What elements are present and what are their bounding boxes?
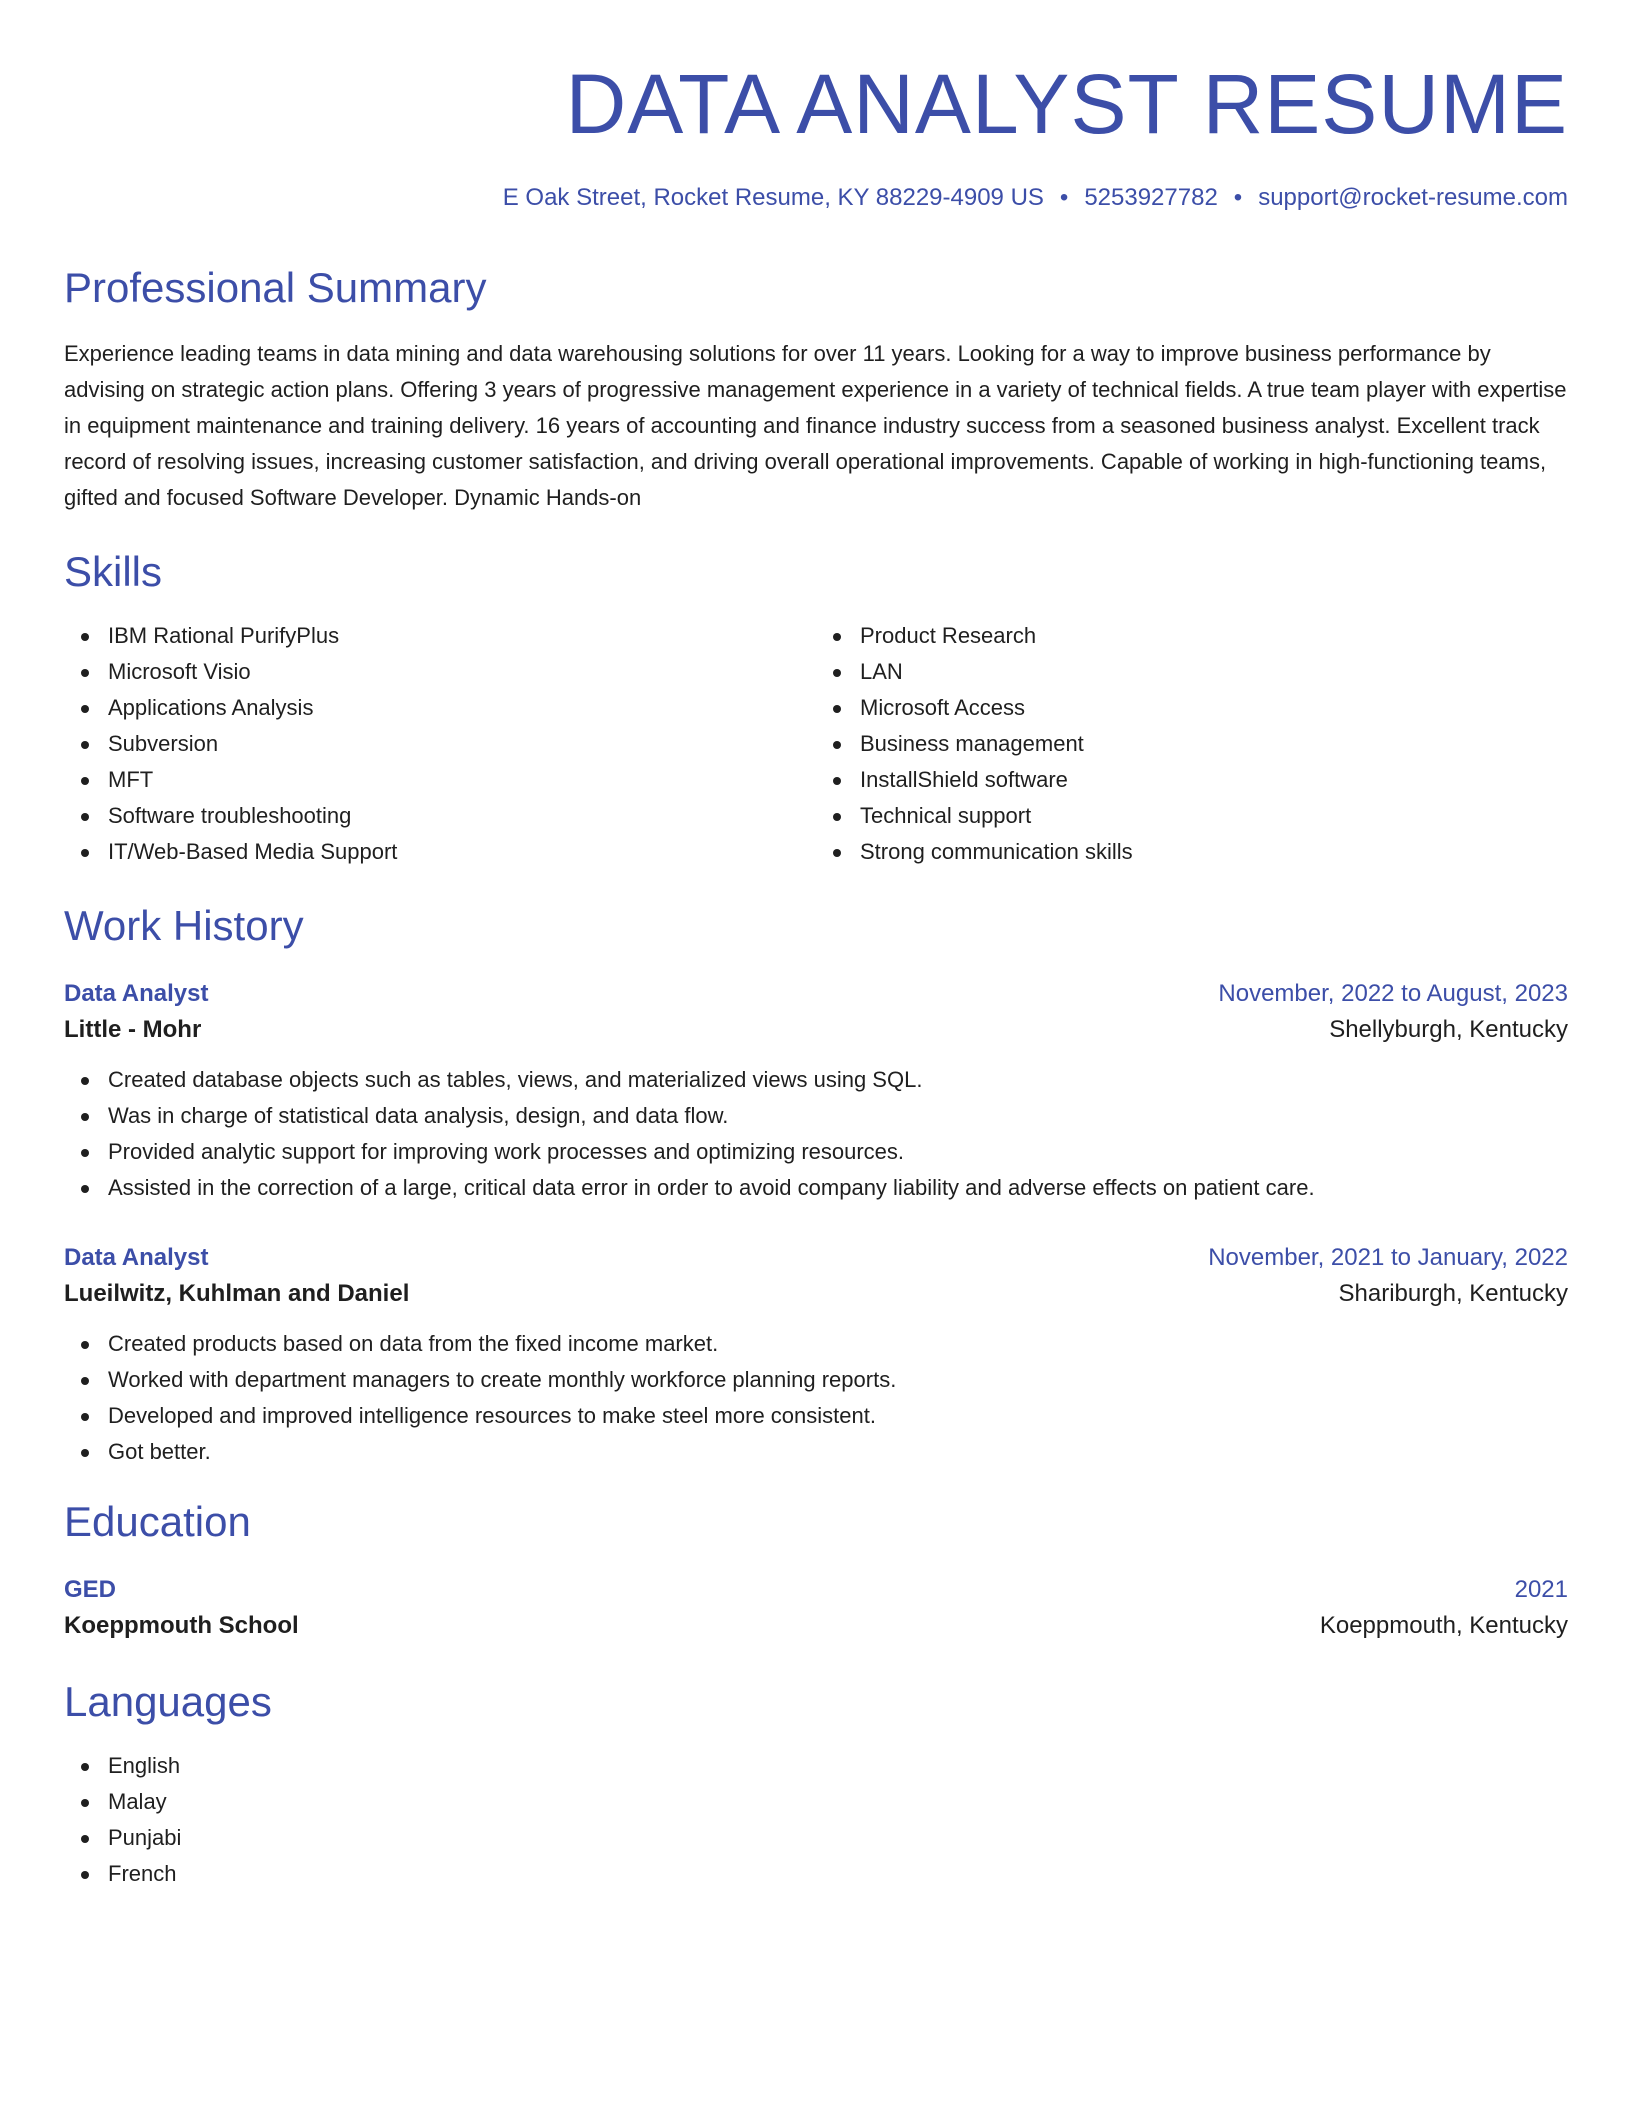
section-heading-languages: Languages — [64, 1678, 272, 1725]
job-dates: November, 2022 to August, 2023 — [1218, 980, 1568, 1007]
education-school-row — [64, 1606, 1568, 1646]
education-entry — [64, 1574, 1568, 1646]
education-year: 2021 — [1514, 1576, 1568, 1603]
job-bullet: Created products based on data from the fixed income market. — [64, 1326, 1568, 1362]
skill-item: Applications Analysis — [64, 690, 816, 726]
job-bullet: Developed and improved intelligence resources to make steel more consistent. — [64, 1398, 1568, 1434]
section-heading-work: Work History — [64, 902, 304, 949]
contact-email: support@rocket-resume.com — [1258, 184, 1568, 211]
skills-section — [64, 546, 1568, 870]
skill-item: Product Research — [816, 618, 1568, 654]
education-location: Koeppmouth, Kentucky — [1319, 1612, 1568, 1639]
education-section — [64, 1496, 1568, 1646]
contact-line — [64, 182, 1568, 214]
skill-item: InstallShield software — [816, 762, 1568, 798]
language-item: Malay — [64, 1784, 1568, 1820]
skills-grid — [64, 618, 1568, 870]
skill-item: Business management — [816, 726, 1568, 762]
contact-phone: 5253927782 — [1084, 184, 1218, 211]
skills-column-right — [816, 618, 1568, 870]
job-entry — [64, 1242, 1568, 1470]
language-item: English — [64, 1748, 1568, 1784]
job-bullet-list — [64, 1326, 1568, 1470]
job-entry — [64, 978, 1568, 1206]
job-dates: November, 2021 to January, 2022 — [1208, 1244, 1568, 1271]
skill-item: Technical support — [816, 798, 1568, 834]
education-school: Koeppmouth School — [64, 1612, 299, 1639]
education-header-row — [64, 1574, 1568, 1606]
languages-section — [64, 1676, 1568, 1892]
contact-separator: • — [1059, 184, 1069, 211]
job-header-row — [64, 978, 1568, 1010]
professional-summary-section — [64, 262, 1568, 516]
skill-item: LAN — [816, 654, 1568, 690]
skill-item: IT/Web-Based Media Support — [64, 834, 816, 870]
skill-item: Microsoft Visio — [64, 654, 816, 690]
job-bullet: Was in charge of statistical data analysis, design, and data flow. — [64, 1098, 1568, 1134]
job-bullet-list — [64, 1062, 1568, 1206]
language-item: French — [64, 1856, 1568, 1892]
skill-item: IBM Rational PurifyPlus — [64, 618, 816, 654]
language-item: Punjabi — [64, 1820, 1568, 1856]
skills-list-right — [816, 618, 1568, 870]
work-history-section — [64, 900, 1568, 1470]
skills-list-left — [64, 618, 816, 870]
contact-address: E Oak Street, Rocket Resume, KY 88229-4909 US — [502, 184, 1044, 211]
job-company: Little - Mohr — [64, 1016, 202, 1043]
skill-item: Software troubleshooting — [64, 798, 816, 834]
job-role: Data Analyst — [64, 980, 209, 1007]
job-bullet: Created database objects such as tables, views, and materialized views using SQL. — [64, 1062, 1568, 1098]
skill-item: Strong communication skills — [816, 834, 1568, 870]
education-degree: GED — [64, 1576, 117, 1603]
job-location: Shariburgh, Kentucky — [1338, 1280, 1568, 1307]
job-company-row — [64, 1274, 1568, 1314]
section-heading-skills: Skills — [64, 548, 163, 595]
languages-list — [64, 1748, 1568, 1892]
job-location: Shellyburgh, Kentucky — [1329, 1016, 1568, 1043]
skill-item: MFT — [64, 762, 816, 798]
job-bullet: Got better. — [64, 1434, 1568, 1470]
job-role: Data Analyst — [64, 1244, 209, 1271]
summary-text: Experience leading teams in data mining and data warehousing solutions for over 11 years. Looking for a way to improve business performance by advising on strategic action plans. Offering 3 years of progressive management experience in a variety of technical fields. A true team player with expertise in equipment maintenance and training delivery. 16 years of accounting and finance industry success from a seasoned business analyst. Excellent track record of resolving issues, increasing customer satisfaction, and driving overall operational improvements. Capable of working in high-functioning teams, gifted and focused Software Developer. Dynamic Hands-on — [64, 341, 1567, 510]
skills-column-left — [64, 618, 816, 870]
job-company: Lueilwitz, Kuhlman and Daniel — [64, 1280, 410, 1307]
skill-item: Microsoft Access — [816, 690, 1568, 726]
job-header-row — [64, 1242, 1568, 1274]
resume-header — [64, 0, 1568, 214]
job-bullet: Worked with department managers to create monthly workforce planning reports. — [64, 1362, 1568, 1398]
contact-separator: • — [1233, 184, 1243, 211]
section-heading-summary: Professional Summary — [64, 264, 487, 311]
job-bullet: Assisted in the correction of a large, critical data error in order to avoid company liability and adverse effects on patient care. — [64, 1170, 1568, 1206]
job-bullet: Provided analytic support for improving work processes and optimizing resources. — [64, 1134, 1568, 1170]
section-heading-education: Education — [64, 1498, 251, 1545]
resume-title: DATA ANALYST RESUME — [565, 57, 1568, 151]
skill-item: Subversion — [64, 726, 816, 762]
job-company-row — [64, 1010, 1568, 1050]
